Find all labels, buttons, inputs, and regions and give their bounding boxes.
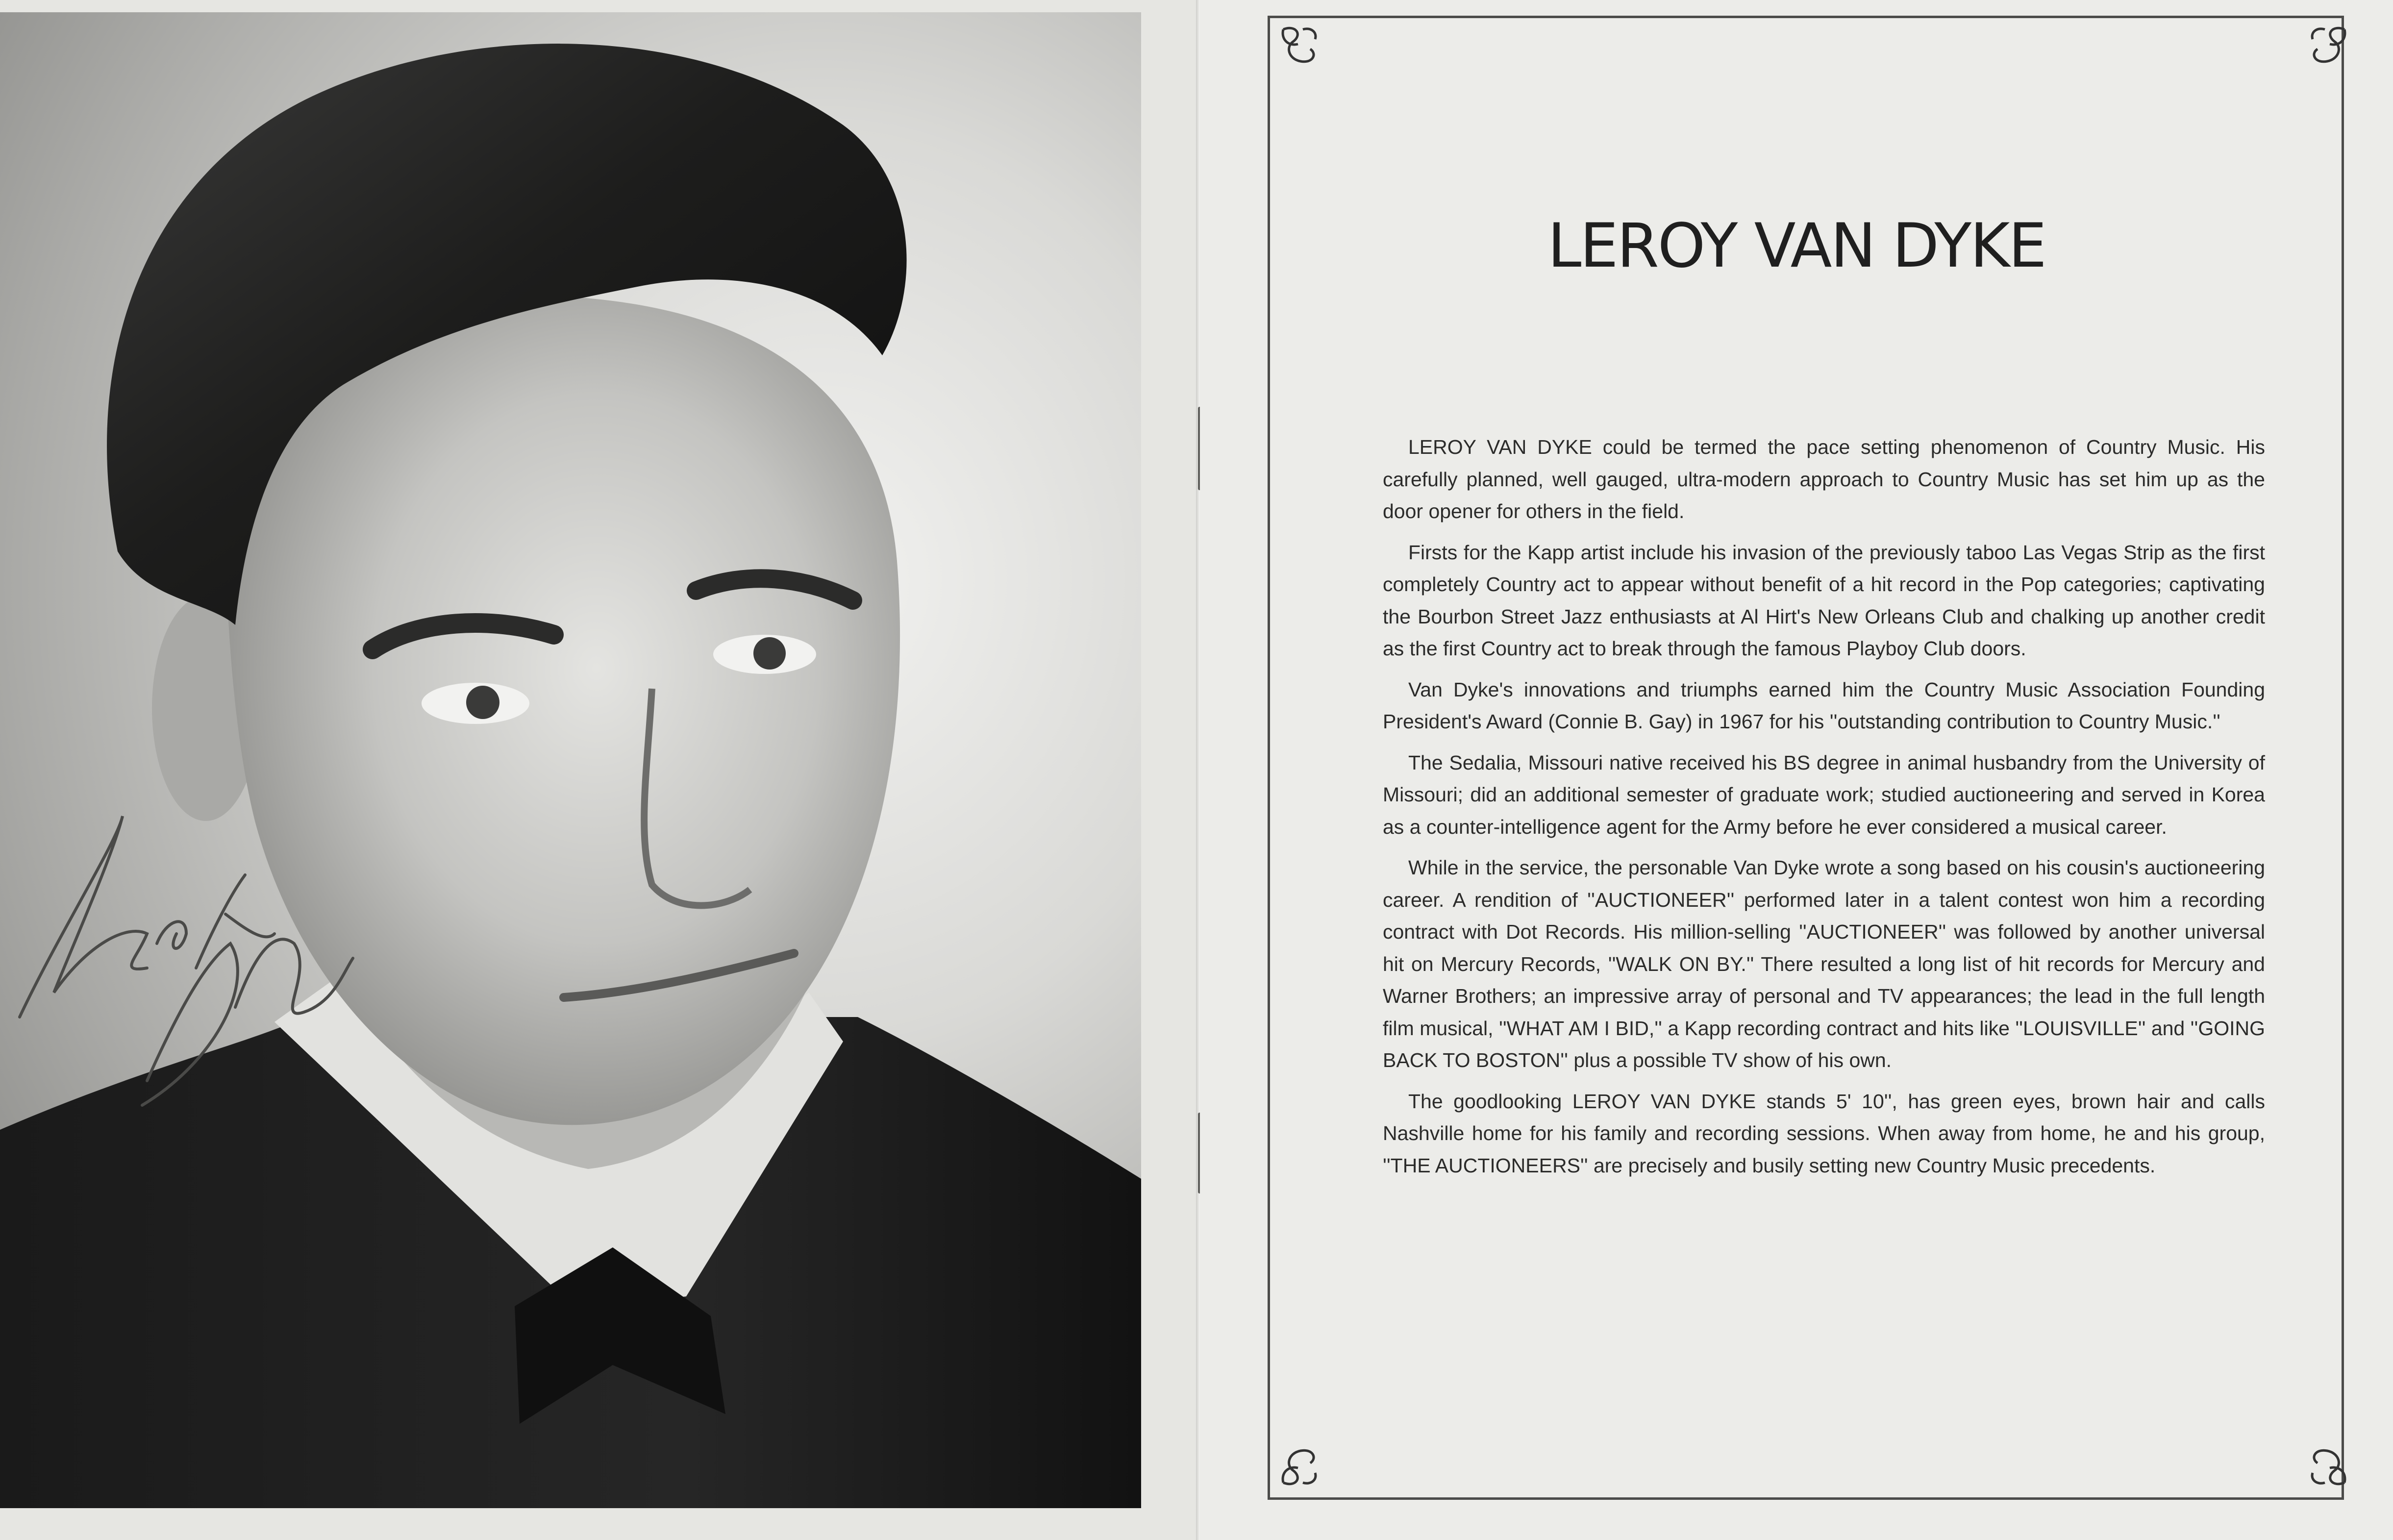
paragraph-1: LEROY VAN DYKE could be termed the pace setting phenomenon of Country Music. His carefully planned, well gauged, ultra-modern approach to Country Music has set him up as the door opener for others in the field. <box>1383 436 2265 522</box>
biography-text <box>1383 431 2265 1191</box>
corner-ornament-bottom-left <box>1273 1439 1327 1492</box>
left-page <box>0 0 1196 1540</box>
paragraph-3: Van Dyke's innovations and triumphs earned him the Country Music Association Founding President's Award (Connie B. Gay) in 1967 for his ''outstanding contribution to Country Music.'' <box>1383 678 2265 733</box>
paragraph-4: The Sedalia, Missouri native received his BS degree in animal husbandry from the University of Missouri; did an additional semester of graduate work; studied auctioneering and served in Korea as a counter-intelligence agent for the Army before he ever considered a musical career. <box>1383 751 2265 838</box>
corner-ornament-top-left <box>1273 20 1327 74</box>
corner-ornament-bottom-right <box>2300 1439 2354 1492</box>
portrait-photo <box>0 12 1141 1508</box>
page-title: LEROY VAN DYKE <box>1547 211 2045 281</box>
corner-ornament-top-right <box>2300 20 2354 74</box>
portrait-illustration <box>0 12 1141 1508</box>
paragraph-6: The goodlooking LEROY VAN DYKE stands 5' 10'', has green eyes, brown hair and calls Nashville home for his family and recording sessions. When away from home, he and his group, ''THE AUCTIONEERS'' are precisely and busily setting new Country Music precedents. <box>1383 1090 2265 1177</box>
right-page <box>1200 0 2393 1540</box>
book-gutter <box>1196 0 1200 1540</box>
paragraph-2: Firsts for the Kapp artist include his invasion of the previously taboo Las Vegas Strip as the first completely Country act to appear without benefit of a hit record in the Pop categories; captivating the Bourbon Street Jazz enthusiasts at Al Hirt's New Orleans Club and chalking up another credit as the first Country act to break through the famous Playboy Club doors. <box>1383 541 2265 660</box>
paragraph-5: While in the service, the personable Van Dyke wrote a song based on his cousin's auctioneering career. A rendition of ''AUCTIONEER'' performed later in a talent contest won him a recording contract with Dot Records. His million-selling ''AUCTIONEER'' was followed by another universal hit on Mercury Records, ''WALK ON BY.'' There resulted a long list of hit records for Mercury and Warner Brothers; an impressive array of personal and TV appearances; the lead in the full length film musical, ''WHAT AM I BID,'' a Kapp recording contract and hits like ''LOUISVILLE'' and ''GOING BACK TO BOSTON'' plus a possible TV show of his own. <box>1383 856 2265 1071</box>
